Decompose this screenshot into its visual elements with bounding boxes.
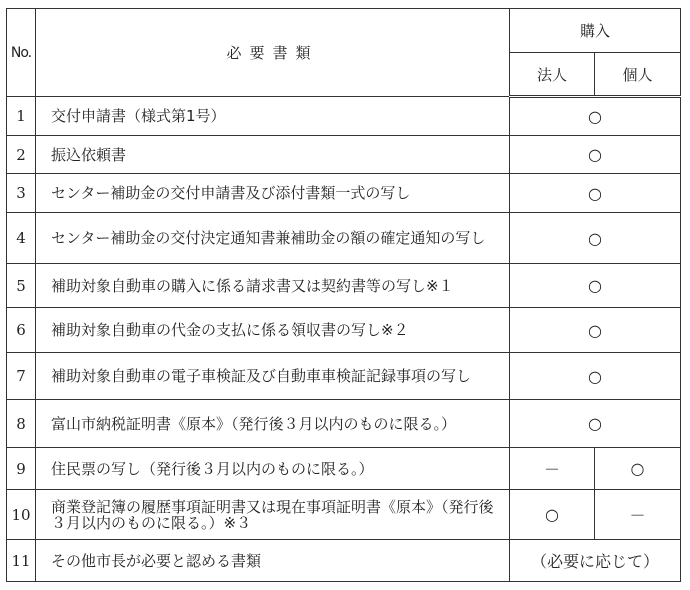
purchase-mark: （必要に応じて）	[510, 540, 681, 582]
row-number: 3	[7, 174, 36, 213]
document-name: センター補助金の交付申請書及び添付書類一式の写し	[36, 174, 510, 213]
table-row	[7, 353, 681, 400]
corporate-mark: －	[510, 448, 595, 490]
header-documents: 必要書類	[36, 9, 510, 97]
document-name: 富山市納税証明書《原本》（発行後３月以内のものに限る。）	[36, 400, 510, 448]
document-name: センター補助金の交付決定通知書兼補助金の額の確定通知の写し	[36, 213, 510, 264]
document-table-wrapper	[6, 8, 681, 582]
purchase-mark: ○	[510, 353, 681, 400]
purchase-mark: ○	[510, 97, 681, 136]
row-number: 1	[7, 97, 36, 136]
row-number: 2	[7, 136, 36, 174]
individual-mark: ○	[595, 448, 681, 490]
purchase-mark: ○	[510, 174, 681, 213]
corporate-mark: ○	[510, 490, 595, 540]
document-name: 商業登記簿の履歴事項証明書又は現在事項証明書《原本》（発行後３月以内のものに限る。）※３	[36, 490, 510, 540]
table-row	[7, 97, 681, 136]
document-name: 交付申請書（様式第1号）	[36, 97, 510, 136]
purchase-mark: ○	[510, 308, 681, 353]
document-name: 住民票の写し（発行後３月以内のものに限る。）	[36, 448, 510, 490]
table-row	[7, 264, 681, 308]
row-number: 6	[7, 308, 36, 353]
header-row-top	[7, 9, 681, 53]
header-purchase: 購入	[510, 9, 681, 53]
purchase-mark: ○	[510, 264, 681, 308]
table-row	[7, 213, 681, 264]
row-number: 10	[7, 490, 36, 540]
document-name: 補助対象自動車の代金の支払に係る領収書の写し※２	[36, 308, 510, 353]
table-row	[7, 174, 681, 213]
document-name: その他市長が必要と認める書類	[36, 540, 510, 582]
table-row	[7, 400, 681, 448]
row-number: 8	[7, 400, 36, 448]
individual-mark: －	[595, 490, 681, 540]
document-name: 補助対象自動車の電子車検証及び自動車車検証記録事項の写し	[36, 353, 510, 400]
purchase-mark: ○	[510, 213, 681, 264]
row-number: 5	[7, 264, 36, 308]
purchase-mark: ○	[510, 136, 681, 174]
document-name: 振込依頼書	[36, 136, 510, 174]
row-number: 7	[7, 353, 36, 400]
header-individual: 個人	[595, 53, 681, 97]
table-row	[7, 448, 681, 490]
header-no: No.	[7, 9, 36, 97]
purchase-mark: ○	[510, 400, 681, 448]
required-documents-table	[6, 8, 681, 582]
header-corporate: 法人	[510, 53, 595, 97]
table-row	[7, 136, 681, 174]
table-row	[7, 308, 681, 353]
table-row	[7, 540, 681, 582]
row-number: 11	[7, 540, 36, 582]
row-number: 9	[7, 448, 36, 490]
document-name: 補助対象自動車の購入に係る請求書又は契約書等の写し※１	[36, 264, 510, 308]
table-row	[7, 490, 681, 540]
row-number: 4	[7, 213, 36, 264]
